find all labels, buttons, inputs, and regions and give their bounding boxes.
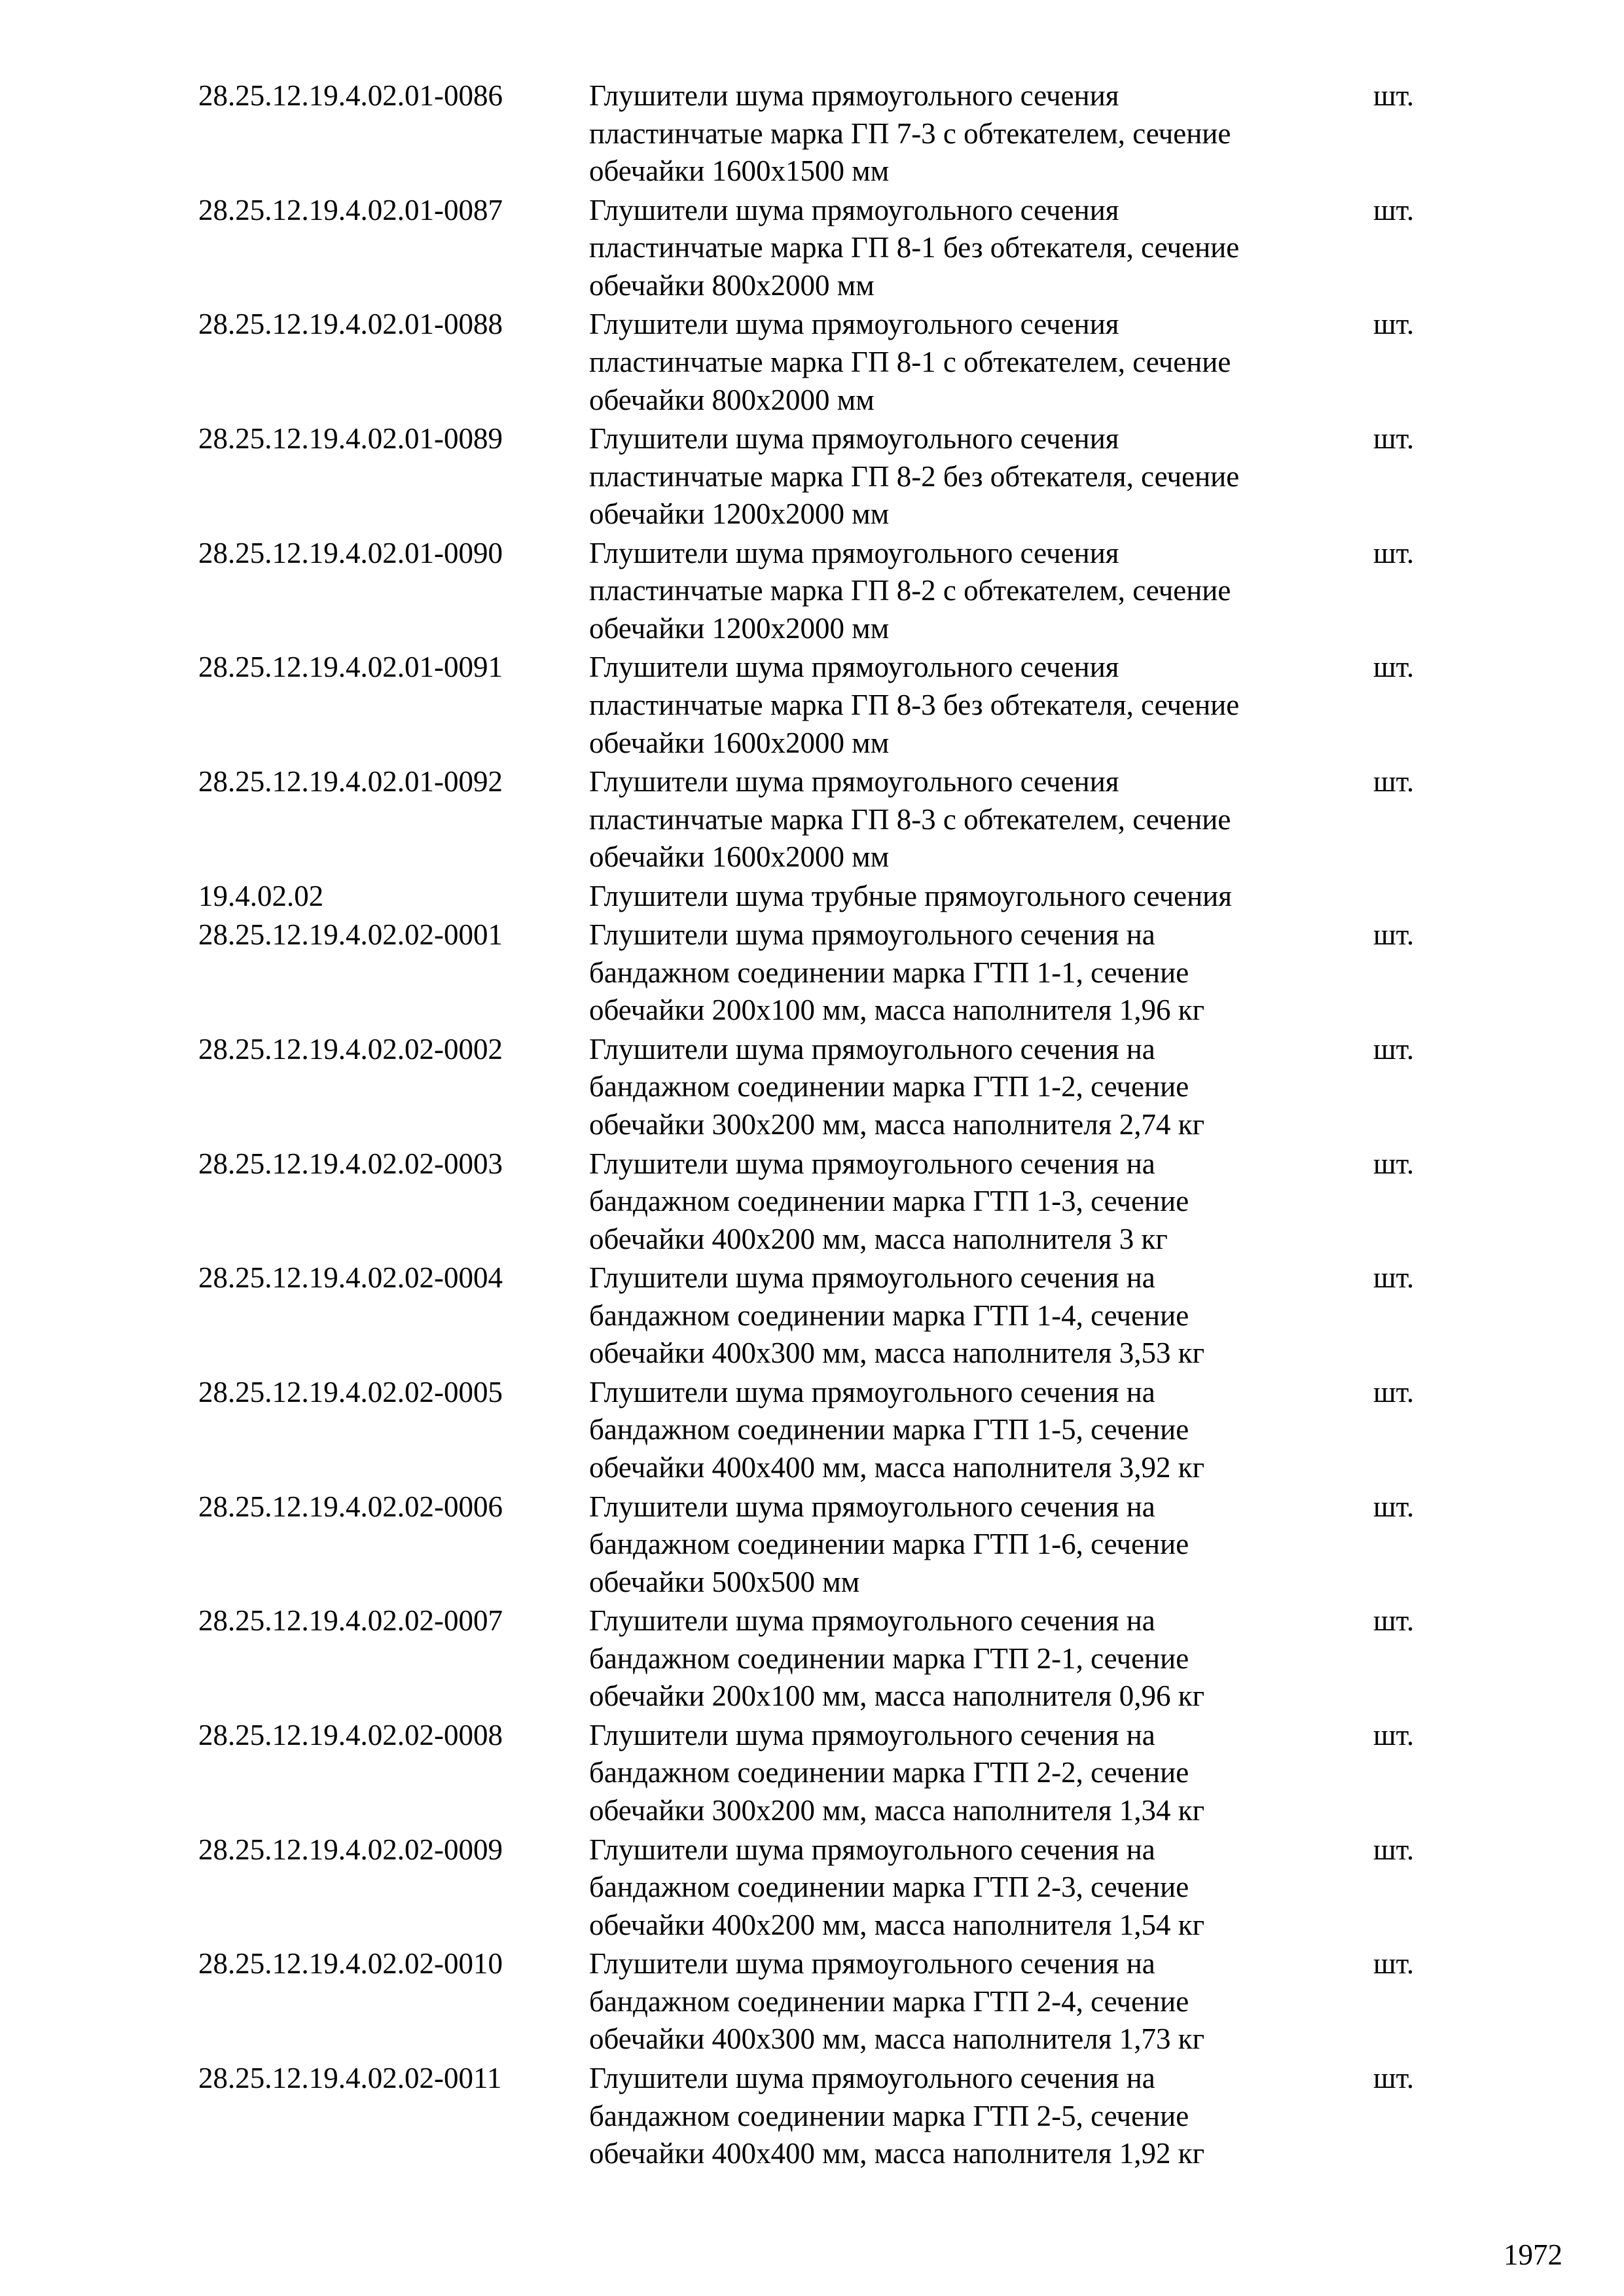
- item-unit: шт.: [1373, 536, 1415, 569]
- description-line: Глушители шума прямоугольного сечения на: [589, 1261, 1155, 1295]
- item-unit: шт.: [1373, 422, 1415, 456]
- table-row: [198, 1259, 1475, 1372]
- table-row: [198, 649, 1475, 762]
- description-line: обечайки 1600x2000 мм: [589, 726, 890, 759]
- description-line: Глушители шума прямоугольного сечения на: [589, 1375, 1155, 1408]
- item-description: [589, 1259, 1373, 1372]
- item-description: [589, 763, 1373, 876]
- item-description: [589, 1945, 1373, 2058]
- item-description: [589, 1488, 1373, 1602]
- description-line: бандажном соединении марка ГТП 1-6, сечение: [589, 1528, 1189, 1561]
- item-code: 28.25.12.19.4.02.01-0086: [198, 79, 503, 112]
- table-row: [198, 1374, 1475, 1487]
- item-unit: шт.: [1373, 1032, 1415, 1066]
- item-code: 28.25.12.19.4.02.01-0089: [198, 422, 503, 456]
- item-description: [589, 306, 1373, 419]
- item-description: [589, 1374, 1373, 1487]
- item-unit: шт.: [1373, 2061, 1415, 2094]
- item-code: 19.4.02.02: [198, 879, 324, 912]
- description-line: обечайки 1600x2000 мм: [589, 840, 890, 874]
- page-number: 1972: [1504, 2238, 1562, 2271]
- table-row: [198, 77, 1475, 190]
- price-list-table: [198, 77, 1475, 2174]
- table-row: [198, 1031, 1475, 1144]
- description-line: бандажном соединении марка ГТП 2-1, сечение: [589, 1641, 1189, 1675]
- item-description: [589, 1145, 1373, 1259]
- item-description: [589, 77, 1373, 190]
- description-line: бандажном соединении марка ГТП 1-2, сечение: [589, 1070, 1189, 1103]
- item-unit: шт.: [1373, 1718, 1415, 1751]
- item-unit: шт.: [1373, 1947, 1415, 1981]
- table-row: [198, 916, 1475, 1030]
- description-line: обечайки 800x2000 мм: [589, 268, 875, 302]
- description-line: обечайки 500x500 мм: [589, 1565, 860, 1598]
- table-row: [198, 878, 1475, 916]
- description-line: пластинчатые марка ГП 8-3 без обтекателя, сечение: [589, 688, 1240, 721]
- item-code: 28.25.12.19.4.02.02-0006: [198, 1490, 503, 1523]
- description-line: Глушители шума прямоугольного сечения на: [589, 2061, 1155, 2094]
- description-line: Глушители шума прямоугольного сечения: [589, 308, 1119, 341]
- description-line: Глушители шума прямоугольного сечения на: [589, 1604, 1155, 1638]
- table-row: [198, 2060, 1475, 2173]
- table-row: [198, 763, 1475, 876]
- table-row: [198, 420, 1475, 533]
- description-line: Глушители шума прямоугольного сечения на: [589, 1032, 1155, 1066]
- item-description: [589, 1602, 1373, 1715]
- table-row: [198, 1145, 1475, 1259]
- item-unit: шт.: [1373, 79, 1415, 112]
- item-code: 28.25.12.19.4.02.02-0009: [198, 1833, 503, 1866]
- item-description: [589, 649, 1373, 762]
- item-unit: шт.: [1373, 1147, 1415, 1180]
- item-description: [589, 2060, 1373, 2173]
- description-line: обечайки 400x400 мм, масса наполнителя 3,92 кг: [589, 1451, 1205, 1484]
- table-row: [198, 1717, 1475, 1830]
- description-line: обечайки 800x2000 мм: [589, 383, 875, 416]
- item-description: [589, 420, 1373, 533]
- item-description: [589, 916, 1373, 1030]
- description-line: обечайки 300x200 мм, масса наполнителя 1,34 кг: [589, 1794, 1205, 1827]
- item-unit: шт.: [1373, 651, 1415, 684]
- description-line: Глушители шума прямоугольного сечения: [589, 193, 1119, 226]
- table-row: [198, 1488, 1475, 1602]
- item-code: 28.25.12.19.4.02.02-0005: [198, 1375, 503, 1408]
- item-code: 28.25.12.19.4.02.01-0091: [198, 651, 503, 684]
- item-description: [589, 1831, 1373, 1945]
- description-line: Глушители шума прямоугольного сечения на: [589, 1147, 1155, 1180]
- table-row: [198, 192, 1475, 305]
- description-line: Глушители шума прямоугольного сечения: [589, 422, 1119, 456]
- description-line: бандажном соединении марка ГТП 2-5, сечение: [589, 2099, 1189, 2132]
- item-code: 28.25.12.19.4.02.01-0087: [198, 193, 503, 226]
- description-line: Глушители шума прямоугольного сечения на: [589, 1947, 1155, 1981]
- item-description: [589, 1031, 1373, 1144]
- description-line: обечайки 400x200 мм, масса наполнителя 3 кг: [589, 1222, 1168, 1255]
- item-unit: шт.: [1373, 1375, 1415, 1408]
- description-line: Глушители шума прямоугольного сечения: [589, 765, 1119, 798]
- description-line: пластинчатые марка ГП 8-1 с обтекателем, сечение: [589, 345, 1231, 378]
- table-row: [198, 1602, 1475, 1715]
- description-line: пластинчатые марка ГП 8-2 без обтекателя, сечение: [589, 459, 1240, 493]
- description-line: обечайки 400x400 мм, масса наполнителя 1,92 кг: [589, 2137, 1205, 2170]
- item-code: 28.25.12.19.4.02.02-0011: [198, 2061, 502, 2094]
- item-code: 28.25.12.19.4.02.02-0001: [198, 918, 503, 952]
- description-line: обечайки 200x100 мм, масса наполнителя 1,96 кг: [589, 994, 1205, 1027]
- item-unit: шт.: [1373, 1261, 1415, 1295]
- item-code: 28.25.12.19.4.02.02-0002: [198, 1032, 503, 1066]
- item-unit: шт.: [1373, 1604, 1415, 1638]
- description-line: бандажном соединении марка ГТП 2-4, сечение: [589, 1984, 1189, 2018]
- description-line: Глушители шума трубные прямоугольного сечения: [589, 879, 1232, 912]
- description-line: обечайки 400x200 мм, масса наполнителя 1,54 кг: [589, 1908, 1205, 1941]
- description-line: обечайки 300x200 мм, масса наполнителя 2,74 кг: [589, 1108, 1205, 1141]
- description-line: пластинчатые марка ГП 8-1 без обтекателя, сечение: [589, 231, 1240, 264]
- description-line: обечайки 1200x2000 мм: [589, 497, 890, 531]
- description-line: Глушители шума прямоугольного сечения на: [589, 918, 1155, 952]
- description-line: Глушители шума прямоугольного сечения: [589, 651, 1119, 684]
- item-code: 28.25.12.19.4.02.02-0007: [198, 1604, 503, 1638]
- item-unit: шт.: [1373, 765, 1415, 798]
- item-unit: шт.: [1373, 1490, 1415, 1523]
- item-description: [589, 192, 1373, 305]
- item-unit: шт.: [1373, 1833, 1415, 1866]
- item-description: [589, 535, 1373, 648]
- item-code: 28.25.12.19.4.02.02-0003: [198, 1147, 503, 1180]
- item-code: 28.25.12.19.4.02.02-0008: [198, 1718, 503, 1751]
- description-line: бандажном соединении марка ГТП 1-3, сечение: [589, 1185, 1189, 1218]
- description-line: обечайки 1600x1500 мм: [589, 154, 890, 188]
- description-line: Глушители шума прямоугольного сечения на: [589, 1833, 1155, 1866]
- description-line: бандажном соединении марка ГТП 2-2, сечение: [589, 1756, 1189, 1789]
- description-line: Глушители шума прямоугольного сечения на: [589, 1490, 1155, 1523]
- item-code: 28.25.12.19.4.02.01-0088: [198, 308, 503, 341]
- item-code: 28.25.12.19.4.02.02-0004: [198, 1261, 503, 1295]
- description-line: пластинчатые марка ГП 8-3 с обтекателем, сечение: [589, 802, 1231, 836]
- description-line: обечайки 200x100 мм, масса наполнителя 0,96 кг: [589, 1679, 1205, 1713]
- description-line: обечайки 1200x2000 мм: [589, 611, 890, 645]
- description-line: Глушители шума прямоугольного сечения на: [589, 1718, 1155, 1751]
- description-line: Глушители шума прямоугольного сечения: [589, 79, 1119, 112]
- description-line: обечайки 400x300 мм, масса наполнителя 1,73 кг: [589, 2022, 1205, 2056]
- description-line: бандажном соединении марка ГТП 1-5, сечение: [589, 1413, 1189, 1446]
- item-code: 28.25.12.19.4.02.01-0090: [198, 536, 503, 569]
- item-unit: шт.: [1373, 193, 1415, 226]
- table-row: [198, 535, 1475, 648]
- item-unit: шт.: [1373, 308, 1415, 341]
- item-unit: шт.: [1373, 918, 1415, 952]
- description-line: обечайки 400x300 мм, масса наполнителя 3,53 кг: [589, 1336, 1205, 1370]
- table-row: [198, 306, 1475, 419]
- description-line: бандажном соединении марка ГТП 1-4, сечение: [589, 1299, 1189, 1332]
- description-line: бандажном соединении марка ГТП 1-1, сечение: [589, 956, 1189, 989]
- description-line: пластинчатые марка ГП 7-3 с обтекателем, сечение: [589, 117, 1231, 150]
- item-code: 28.25.12.19.4.02.01-0092: [198, 765, 503, 798]
- description-line: пластинчатые марка ГП 8-2 с обтекателем, сечение: [589, 574, 1231, 607]
- description-line: Глушители шума прямоугольного сечения: [589, 536, 1119, 569]
- description-line: бандажном соединении марка ГТП 2-3, сечение: [589, 1871, 1189, 1904]
- item-description: [589, 1717, 1373, 1830]
- table-row: [198, 1945, 1475, 2058]
- item-description: [589, 878, 1373, 916]
- table-row: [198, 1831, 1475, 1945]
- item-code: 28.25.12.19.4.02.02-0010: [198, 1947, 503, 1981]
